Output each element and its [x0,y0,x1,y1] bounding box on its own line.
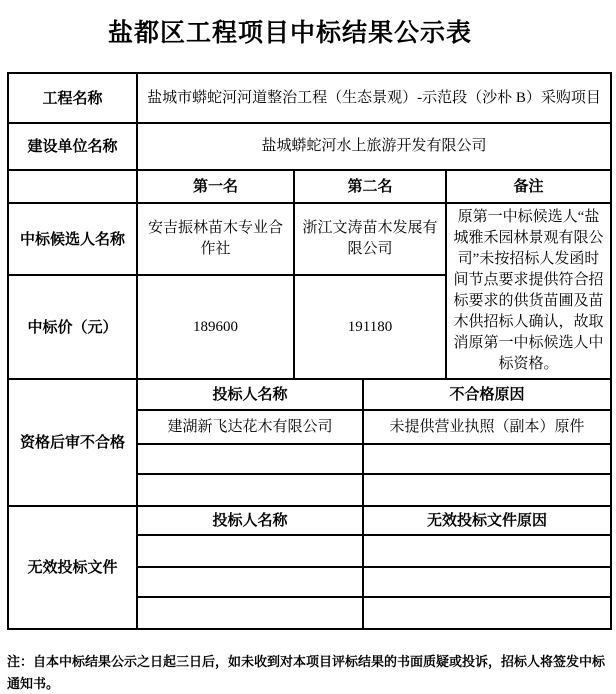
unqualified-bidder [137,474,363,506]
bid-price-rank2: 191180 [294,275,446,379]
invalid-reason [363,535,611,567]
unqualified-reason [363,444,611,474]
footnote: 注：自本中标结果公示之日起三日后，如未收到对本项目评标结果的书面质疑或投诉，招标人将签发中标通知书。 [7,654,606,691]
remark-value: 原第一中标候选人“盐城雅禾园林景观有限公司”未按招标人发函时间节点要求提供符合招标要求的供货苗圃及苗木供招标人确认，故取消原第一中标候选人中标资格。 [446,203,611,379]
candidate-name-label: 中标候选人名称 [8,203,137,275]
candidate-names-row [8,203,611,275]
candidate-rank1-name: 安吉振林苗木专业合作社 [137,203,294,275]
project-name-label: 工程名称 [8,73,137,123]
invalid-reason-header: 无效投标文件原因 [363,506,611,535]
owner-row [8,123,611,170]
project-name-value: 盐城市蟒蛇河河道整治工程（生态景观）-示范段（沙朴 B）采购项目 [137,73,611,123]
page-title: 盐都区工程项目中标结果公示表 [107,19,472,47]
unqualified-reason: 未提供营业执照（副本）原件 [363,410,611,444]
bid-price-rank1: 189600 [137,275,294,379]
invalid-bidder-header: 投标人名称 [137,506,363,535]
invalid-bidder [137,567,363,597]
unqualified-reason [363,474,611,506]
bid-price-label: 中标价（元） [8,275,137,379]
candidate-rank2-name: 浙江文涛苗木发展有限公司 [294,203,446,275]
owner-label: 建设单位名称 [8,123,137,170]
unqualified-header-row [8,379,611,410]
unqualified-bidder: 建湖新飞达花木有限公司 [137,410,363,444]
rank2-header: 第二名 [294,170,446,203]
invalid-bidder [137,535,363,567]
invalid-header-row [8,506,611,535]
bid-results-table [7,72,612,630]
rank1-header: 第一名 [137,170,294,203]
candidates-header-row [8,170,611,203]
invalid-reason [363,567,611,597]
invalid-reason [363,597,611,629]
owner-value: 盐城蟒蛇河水上旅游开发有限公司 [137,123,611,170]
project-name-row [8,73,611,123]
unqualified-bidder-header: 投标人名称 [137,379,363,410]
remark-header: 备注 [446,170,611,203]
unqualified-bidder [137,444,363,474]
unqualified-reason-header: 不合格原因 [363,379,611,410]
invalid-section-label: 无效投标文件 [8,506,137,629]
unqualified-section-label: 资格后审不合格 [8,379,137,506]
invalid-bidder [137,597,363,629]
candidates-header-spacer [8,170,137,203]
